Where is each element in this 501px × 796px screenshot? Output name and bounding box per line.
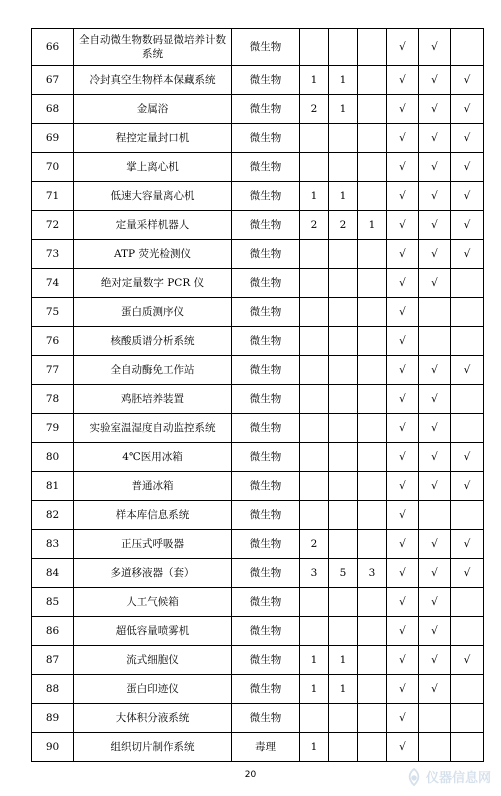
quantity-2-cell (329, 617, 358, 646)
check-2-cell: √ (419, 617, 451, 646)
quantity-2-cell (329, 414, 358, 443)
check-1-cell: √ (387, 385, 419, 414)
table-row (32, 617, 484, 646)
quantity-2-cell (329, 298, 358, 327)
check-2-cell: √ (419, 559, 451, 588)
check-1-cell: √ (387, 182, 419, 211)
check-2-cell: √ (419, 472, 451, 501)
row-number: 77 (32, 356, 74, 385)
row-number: 89 (32, 704, 74, 733)
category-cell: 微生物 (232, 327, 300, 356)
quantity-2-cell: 1 (329, 66, 358, 95)
quantity-3-cell (358, 733, 387, 762)
quantity-2-cell (329, 443, 358, 472)
check-3-cell (451, 29, 484, 66)
check-3-cell: √ (451, 211, 484, 240)
table-row (32, 182, 484, 211)
category-cell: 毒理 (232, 733, 300, 762)
quantity-1-cell: 1 (300, 182, 329, 211)
quantity-1-cell: 1 (300, 646, 329, 675)
row-number: 90 (32, 733, 74, 762)
equipment-name: 大体积分液系统 (74, 704, 232, 733)
row-number: 81 (32, 472, 74, 501)
check-3-cell: √ (451, 559, 484, 588)
check-2-cell: √ (419, 414, 451, 443)
table-row (32, 298, 484, 327)
check-1-cell: √ (387, 733, 419, 762)
check-2-cell: √ (419, 124, 451, 153)
quantity-1-cell (300, 414, 329, 443)
row-number: 86 (32, 617, 74, 646)
row-number: 76 (32, 327, 74, 356)
row-number: 70 (32, 153, 74, 182)
check-2-cell: √ (419, 675, 451, 704)
check-1-cell: √ (387, 617, 419, 646)
quantity-2-cell (329, 472, 358, 501)
quantity-1-cell: 2 (300, 95, 329, 124)
check-3-cell: √ (451, 182, 484, 211)
logo-icon (405, 768, 423, 786)
quantity-1-cell (300, 153, 329, 182)
equipment-name: 全自动酶免工作站 (74, 356, 232, 385)
row-number: 72 (32, 211, 74, 240)
check-3-cell (451, 501, 484, 530)
equipment-name: ATP 荧光检测仪 (74, 240, 232, 269)
equipment-name: 冷封真空生物样本保藏系统 (74, 66, 232, 95)
equipment-name: 程控定量封口机 (74, 124, 232, 153)
row-number: 83 (32, 530, 74, 559)
equipment-name: 正压式呼吸器 (74, 530, 232, 559)
category-cell: 微生物 (232, 588, 300, 617)
row-number: 75 (32, 298, 74, 327)
quantity-3-cell (358, 356, 387, 385)
quantity-3-cell (358, 472, 387, 501)
category-cell: 微生物 (232, 356, 300, 385)
category-cell: 微生物 (232, 66, 300, 95)
quantity-2-cell (329, 704, 358, 733)
equipment-name: 蛋白印迹仪 (74, 675, 232, 704)
quantity-1-cell (300, 704, 329, 733)
check-3-cell (451, 733, 484, 762)
table-row (32, 414, 484, 443)
check-1-cell: √ (387, 95, 419, 124)
category-cell: 微生物 (232, 675, 300, 704)
category-cell: 微生物 (232, 211, 300, 240)
equipment-name: 低速大容量离心机 (74, 182, 232, 211)
check-1-cell: √ (387, 124, 419, 153)
row-number: 85 (32, 588, 74, 617)
quantity-2-cell: 2 (329, 211, 358, 240)
check-3-cell: √ (451, 153, 484, 182)
check-1-cell: √ (387, 66, 419, 95)
quantity-3-cell (358, 95, 387, 124)
table-body (32, 29, 484, 762)
check-2-cell: √ (419, 385, 451, 414)
category-cell: 微生物 (232, 414, 300, 443)
check-2-cell: √ (419, 240, 451, 269)
table-row (32, 153, 484, 182)
category-cell: 微生物 (232, 501, 300, 530)
check-3-cell: √ (451, 95, 484, 124)
check-1-cell: √ (387, 588, 419, 617)
table-row (32, 588, 484, 617)
quantity-2-cell (329, 385, 358, 414)
quantity-2-cell: 1 (329, 675, 358, 704)
table-row (32, 385, 484, 414)
quantity-1-cell: 1 (300, 66, 329, 95)
table-row (32, 530, 484, 559)
quantity-1-cell (300, 124, 329, 153)
check-3-cell: √ (451, 443, 484, 472)
quantity-3-cell (358, 588, 387, 617)
equipment-name: 全自动微生物数码显微培养计数系统 (74, 29, 232, 66)
check-3-cell (451, 588, 484, 617)
check-3-cell: √ (451, 530, 484, 559)
quantity-3-cell: 3 (358, 559, 387, 588)
check-2-cell (419, 733, 451, 762)
row-number: 67 (32, 66, 74, 95)
quantity-3-cell (358, 29, 387, 66)
table-row (32, 675, 484, 704)
equipment-name: 蛋白质测序仪 (74, 298, 232, 327)
check-3-cell: √ (451, 240, 484, 269)
quantity-3-cell (358, 298, 387, 327)
quantity-2-cell (329, 240, 358, 269)
category-cell: 微生物 (232, 124, 300, 153)
equipment-name: 多道移液器（套） (74, 559, 232, 588)
check-1-cell: √ (387, 559, 419, 588)
check-3-cell (451, 414, 484, 443)
quantity-1-cell: 1 (300, 675, 329, 704)
table-row (32, 327, 484, 356)
check-2-cell: √ (419, 269, 451, 298)
quantity-1-cell: 3 (300, 559, 329, 588)
check-1-cell: √ (387, 443, 419, 472)
quantity-3-cell (358, 675, 387, 704)
row-number: 88 (32, 675, 74, 704)
quantity-2-cell: 1 (329, 646, 358, 675)
equipment-name: 金属浴 (74, 95, 232, 124)
check-1-cell: √ (387, 29, 419, 66)
row-number: 74 (32, 269, 74, 298)
table-row (32, 704, 484, 733)
equipment-name: 超低容量喷雾机 (74, 617, 232, 646)
category-cell: 微生物 (232, 298, 300, 327)
table-row (32, 240, 484, 269)
check-1-cell: √ (387, 153, 419, 182)
table-row (32, 559, 484, 588)
quantity-2-cell (329, 530, 358, 559)
quantity-3-cell (358, 704, 387, 733)
table-row (32, 356, 484, 385)
row-number: 84 (32, 559, 74, 588)
table-row (32, 269, 484, 298)
quantity-2-cell (329, 153, 358, 182)
category-cell: 微生物 (232, 29, 300, 66)
table-row (32, 66, 484, 95)
check-3-cell (451, 617, 484, 646)
check-1-cell: √ (387, 530, 419, 559)
check-2-cell: √ (419, 646, 451, 675)
quantity-3-cell (358, 327, 387, 356)
quantity-2-cell (329, 356, 358, 385)
check-3-cell: √ (451, 472, 484, 501)
page-number: 20 (244, 770, 257, 780)
quantity-1-cell (300, 617, 329, 646)
quantity-2-cell (329, 501, 358, 530)
check-2-cell: √ (419, 153, 451, 182)
quantity-2-cell (329, 733, 358, 762)
quantity-1-cell (300, 240, 329, 269)
category-cell: 微生物 (232, 646, 300, 675)
equipment-name: 人工气候箱 (74, 588, 232, 617)
equipment-name: 鸡胚培养装置 (74, 385, 232, 414)
check-2-cell: √ (419, 530, 451, 559)
category-cell: 微生物 (232, 472, 300, 501)
check-3-cell: √ (451, 356, 484, 385)
check-1-cell: √ (387, 269, 419, 298)
quantity-3-cell (358, 617, 387, 646)
check-3-cell: √ (451, 646, 484, 675)
check-3-cell (451, 298, 484, 327)
equipment-table (31, 28, 484, 762)
check-3-cell (451, 704, 484, 733)
row-number: 80 (32, 443, 74, 472)
watermark (405, 767, 491, 786)
check-2-cell (419, 704, 451, 733)
check-1-cell: √ (387, 298, 419, 327)
check-1-cell: √ (387, 472, 419, 501)
equipment-name: 4℃医用冰箱 (74, 443, 232, 472)
quantity-3-cell (358, 124, 387, 153)
check-2-cell (419, 327, 451, 356)
equipment-name: 样本库信息系统 (74, 501, 232, 530)
check-3-cell (451, 327, 484, 356)
quantity-1-cell (300, 385, 329, 414)
row-number: 66 (32, 29, 74, 66)
quantity-3-cell (358, 414, 387, 443)
quantity-1-cell (300, 356, 329, 385)
equipment-name: 实验室温湿度自动监控系统 (74, 414, 232, 443)
table-row (32, 211, 484, 240)
row-number: 78 (32, 385, 74, 414)
category-cell: 微生物 (232, 153, 300, 182)
table-row (32, 29, 484, 66)
quantity-3-cell (358, 530, 387, 559)
check-1-cell: √ (387, 704, 419, 733)
row-number: 69 (32, 124, 74, 153)
table-row (32, 124, 484, 153)
quantity-3-cell (358, 385, 387, 414)
check-1-cell: √ (387, 356, 419, 385)
category-cell: 微生物 (232, 559, 300, 588)
quantity-1-cell (300, 588, 329, 617)
check-1-cell: √ (387, 646, 419, 675)
table-row (32, 472, 484, 501)
category-cell: 微生物 (232, 385, 300, 414)
check-2-cell (419, 298, 451, 327)
category-cell: 微生物 (232, 269, 300, 298)
quantity-3-cell: 1 (358, 211, 387, 240)
table-row (32, 733, 484, 762)
quantity-2-cell (329, 124, 358, 153)
check-2-cell (419, 501, 451, 530)
check-2-cell: √ (419, 29, 451, 66)
equipment-name: 绝对定量数字 PCR 仪 (74, 269, 232, 298)
check-1-cell: √ (387, 211, 419, 240)
check-3-cell (451, 269, 484, 298)
check-2-cell: √ (419, 443, 451, 472)
category-cell: 微生物 (232, 617, 300, 646)
equipment-name: 组织切片制作系统 (74, 733, 232, 762)
category-cell: 微生物 (232, 704, 300, 733)
quantity-3-cell (358, 269, 387, 298)
quantity-2-cell (329, 588, 358, 617)
check-2-cell: √ (419, 182, 451, 211)
check-2-cell: √ (419, 66, 451, 95)
quantity-3-cell (358, 153, 387, 182)
table-row (32, 443, 484, 472)
check-1-cell: √ (387, 327, 419, 356)
equipment-name: 流式细胞仪 (74, 646, 232, 675)
quantity-2-cell: 1 (329, 95, 358, 124)
check-3-cell: √ (451, 124, 484, 153)
quantity-1-cell (300, 269, 329, 298)
quantity-1-cell (300, 298, 329, 327)
check-2-cell: √ (419, 95, 451, 124)
quantity-1-cell (300, 29, 329, 66)
quantity-1-cell: 1 (300, 733, 329, 762)
check-1-cell: √ (387, 675, 419, 704)
quantity-2-cell (329, 327, 358, 356)
quantity-2-cell: 1 (329, 182, 358, 211)
equipment-name: 定量采样机器人 (74, 211, 232, 240)
quantity-3-cell (358, 182, 387, 211)
quantity-2-cell (329, 29, 358, 66)
quantity-3-cell (358, 443, 387, 472)
check-2-cell: √ (419, 211, 451, 240)
check-3-cell: √ (451, 66, 484, 95)
category-cell: 微生物 (232, 240, 300, 269)
check-1-cell: √ (387, 414, 419, 443)
equipment-name: 核酸质谱分析系统 (74, 327, 232, 356)
category-cell: 微生物 (232, 182, 300, 211)
row-number: 79 (32, 414, 74, 443)
equipment-name: 普通冰箱 (74, 472, 232, 501)
row-number: 87 (32, 646, 74, 675)
quantity-1-cell (300, 327, 329, 356)
equipment-name: 掌上离心机 (74, 153, 232, 182)
check-1-cell: √ (387, 501, 419, 530)
quantity-1-cell: 2 (300, 211, 329, 240)
quantity-2-cell (329, 269, 358, 298)
check-3-cell (451, 385, 484, 414)
table-row (32, 501, 484, 530)
quantity-1-cell: 2 (300, 530, 329, 559)
row-number: 71 (32, 182, 74, 211)
check-3-cell (451, 675, 484, 704)
table-row (32, 646, 484, 675)
quantity-1-cell (300, 472, 329, 501)
check-2-cell: √ (419, 588, 451, 617)
quantity-3-cell (358, 646, 387, 675)
quantity-1-cell (300, 443, 329, 472)
quantity-1-cell (300, 501, 329, 530)
quantity-3-cell (358, 240, 387, 269)
table-row (32, 95, 484, 124)
category-cell: 微生物 (232, 530, 300, 559)
quantity-3-cell (358, 501, 387, 530)
check-2-cell: √ (419, 356, 451, 385)
row-number: 68 (32, 95, 74, 124)
watermark-text: 仪器信息网 (425, 771, 491, 786)
quantity-2-cell: 5 (329, 559, 358, 588)
quantity-3-cell (358, 66, 387, 95)
row-number: 82 (32, 501, 74, 530)
check-1-cell: √ (387, 240, 419, 269)
row-number: 73 (32, 240, 74, 269)
category-cell: 微生物 (232, 95, 300, 124)
category-cell: 微生物 (232, 443, 300, 472)
